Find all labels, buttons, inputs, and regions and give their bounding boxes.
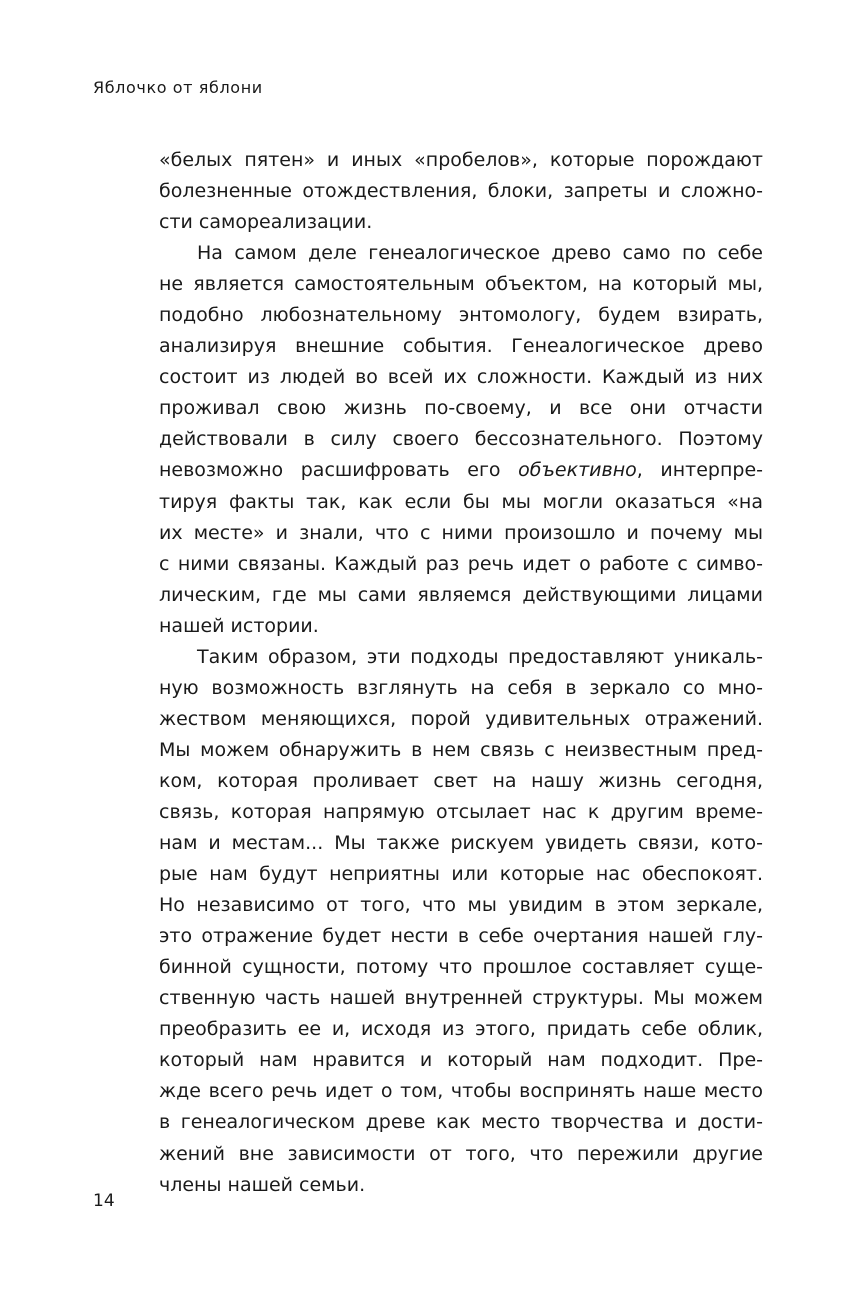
text-line: их месте» и знали, что с ними произошло и почему мы [159,521,763,544]
text-line: «белых пятен» и иных «пробелов», которые порождают [159,149,763,171]
text-line: Таким образом, эти подходы предоставляют уникаль- [197,645,763,668]
text-line: состоит из людей во всей их сложности. Каждый из них [159,366,763,389]
text-line: сти самореализации. [159,211,373,234]
text-line: жде всего речь идет о том, чтобы воспринять наше место [159,1080,763,1103]
text-line: который нам нравится и который нам подходит. Пре- [159,1049,763,1072]
text-line: анализируя внешние события. Генеалогическое древо [159,335,763,358]
text-line: с ними связаны. Каждый раз речь идет о работе с симво- [159,552,763,575]
text-segment: , интерпре- [636,459,763,482]
italic-emphasis: объективно [518,459,637,482]
text-line: в генеалогическом древе как место творчества и дости- [159,1111,763,1134]
text-line: Но независимо от того, что мы увидим в этом зеркале, [159,894,763,917]
text-line: это отражение будет нести в себе очертания нашей глу- [159,925,763,948]
text-line: жений вне зависимости от того, что пережили другие [159,1142,763,1165]
page-number: 14 [93,1191,115,1211]
text-line: ную возможность взглянуть на себя в зеркало со мно- [159,676,763,699]
text-line: нашей истории. [159,614,319,637]
text-line: жеством меняющихся, порой удивительных отражений. [159,707,763,730]
text-line: ком, которая проливает свет на нашу жизнь сегодня, [159,769,763,792]
text-line: Мы можем обнаружить в нем связь с неизвестным пред- [159,738,763,761]
running-head: Яблочко от яблони [93,78,263,97]
text-line: На самом деле генеалогическое древо само по себе [197,242,763,265]
text-line: болезненные отождествления, блоки, запреты и сложно- [159,180,763,203]
text-line: нам и местам... Мы также рискуем увидеть связи, кото- [159,832,763,855]
text-line: тируя факты так, как если бы мы могли оказаться «на [159,490,763,513]
text-line: проживал свою жизнь по-своему, и все они отчасти [159,397,763,420]
text-line: лическим, где мы сами являемся действующими лицами [159,583,763,606]
text-line: члены нашей семьи. [159,1173,366,1196]
body-text [159,145,763,1201]
text-line: ственную часть нашей внутренней структуры. Мы можем [159,987,763,1010]
text-line: бинной сущности, потому что прошлое составляет суще- [159,956,763,979]
text-line: подобно любознательному энтомологу, будем взирать, [159,304,763,327]
text-line: преобразить ее и, исходя из этого, придать себе облик, [159,1018,763,1041]
text-line: действовали в силу своего бессознательного. Поэтому [159,428,763,451]
text-line: связь, которая напрямую отсылает нас к другим време- [159,800,763,823]
text-segment: невозможно расшифровать его [159,459,519,482]
text-line: не является самостоятельным объектом, на который мы, [159,273,763,296]
text-line: рые нам будут неприятны или которые нас обеспокоят. [159,863,763,886]
text-line [159,455,763,486]
